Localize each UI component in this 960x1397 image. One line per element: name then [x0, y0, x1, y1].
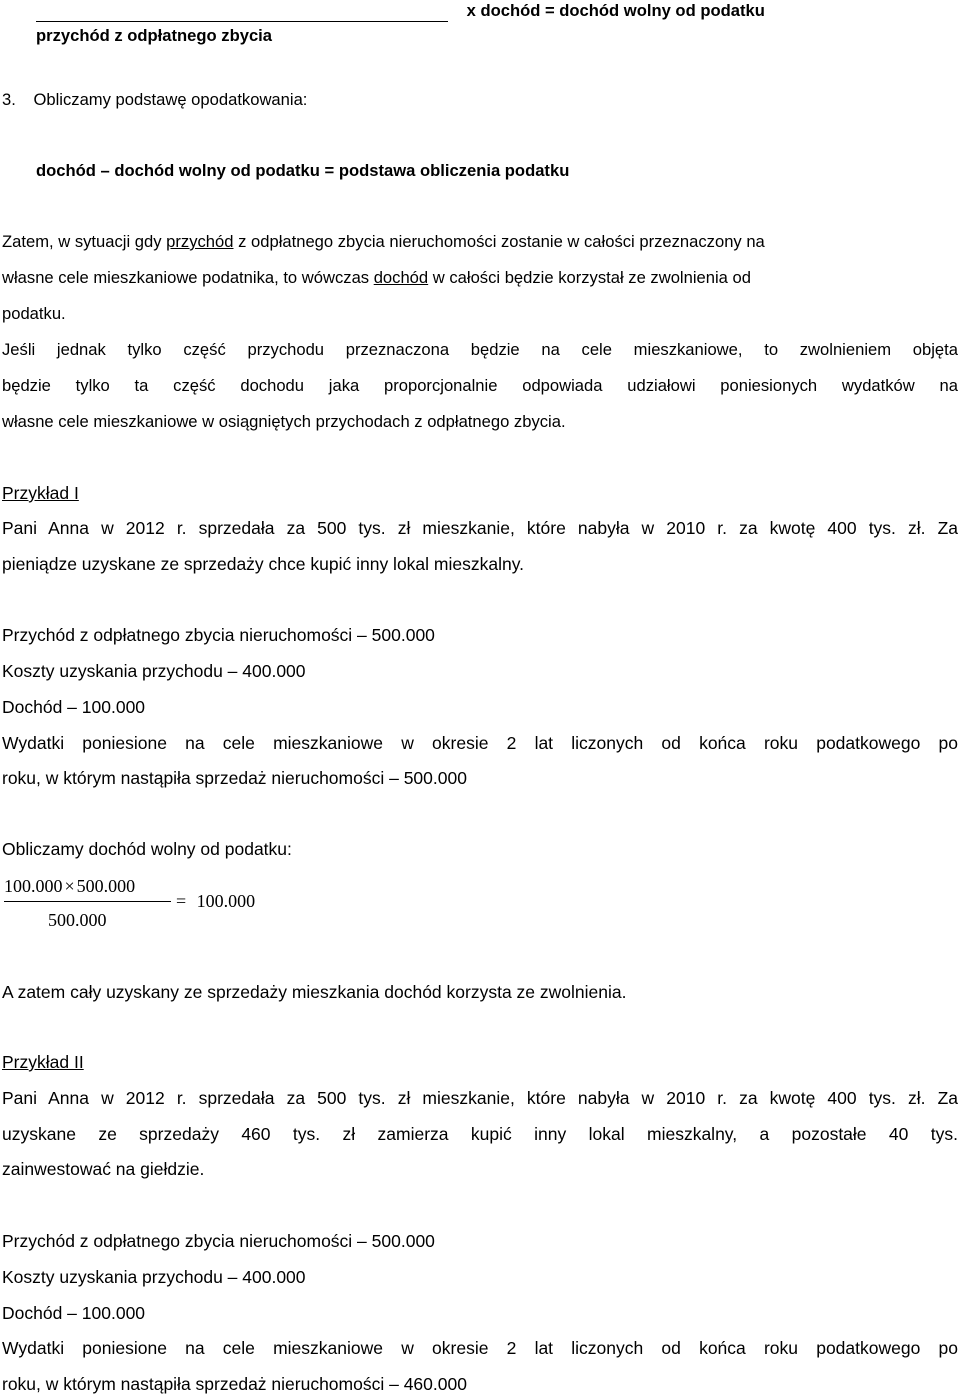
- para1-text: z odpłatnego zbycia nieruchomości zostanie w całości przeznaczony na: [233, 232, 765, 251]
- example1-line1: Pani Anna w 2012 r. sprzedała za 500 tys. zł mieszkanie, które nabyła w 2010 r. za kwotę 400 tys. zł. Za: [2, 518, 958, 538]
- example2-title: Przykład II: [2, 1052, 84, 1072]
- para1-text: Zatem, w sytuacji gdy: [2, 232, 167, 251]
- para1-line2: [2, 267, 958, 289]
- para1-text: w całości będzie korzystał ze zwolnienia od: [428, 268, 751, 287]
- para1-line1: [2, 231, 958, 253]
- example1-calc-label: Obliczamy dochód wolny od podatku:: [2, 839, 292, 859]
- base-formula: dochód – dochód wolny od podatku = podstawa obliczenia podatku: [36, 161, 570, 180]
- example1-conclusion: A zatem cały uzyskany ze sprzedaży mieszkania dochód korzysta ze zwolnienia.: [2, 982, 627, 1002]
- formula-denominator: przychód z odpłatnego zbycia: [36, 26, 273, 45]
- example1-expenses-line2: roku, w którym nastąpiła sprzedaż nieruchomości – 500.000: [2, 768, 467, 788]
- example2-expenses-line1: Wydatki poniesione na cele mieszkaniowe w okresie 2 lat liczonych od końca roku podatkowego po: [2, 1338, 958, 1358]
- dochod-link[interactable]: dochód: [373, 268, 429, 287]
- przychod-link[interactable]: przychód: [166, 232, 234, 251]
- point-3: [2, 89, 958, 111]
- example1-expenses-line1: Wydatki poniesione na cele mieszkaniowe w okresie 2 lat liczonych od końca roku podatkowego po: [2, 733, 958, 753]
- para1-line3: podatku.: [2, 304, 66, 323]
- example2-line2: uzyskane ze sprzedaży 460 tys. zł zamierza kupić inny lokal mieszkalny, a pozostałe 40 tys.: [2, 1124, 958, 1144]
- example1-revenue: Przychód z odpłatnego zbycia nieruchomości – 500.000: [2, 625, 435, 645]
- example2-line3: zainwestować na giełdzie.: [2, 1159, 205, 1179]
- formula-right-text: x dochód = dochód wolny od podatku: [466, 1, 765, 20]
- para2-line1: Jeśli jednak tylko część przychodu przeznaczona będzie na cele mieszkaniowe, to zwolnieniem objęta: [2, 340, 958, 359]
- example1-costs: Koszty uzyskania przychodu – 400.000: [2, 661, 306, 681]
- times-sign: ×: [64, 876, 75, 896]
- fraction-bar: [4, 901, 171, 902]
- example1-income: Dochód – 100.000: [2, 697, 146, 717]
- example2-line1: Pani Anna w 2012 r. sprzedała za 500 tys. zł mieszkanie, które nabyła w 2010 r. za kwotę 400 tys. zł. Za: [2, 1088, 958, 1108]
- example2-income: Dochód – 100.000: [2, 1303, 146, 1323]
- example2-expenses-line2: roku, w którym nastąpiła sprzedaż nieruchomości – 460.000: [2, 1374, 467, 1394]
- fraction-denominator: 500.000: [48, 910, 107, 930]
- example2-revenue: Przychód z odpłatnego zbycia nieruchomości – 500.000: [2, 1231, 435, 1251]
- para2-line3: własne cele mieszkaniowe w osiągniętych przychodach z odpłatnego zbycia.: [2, 412, 566, 431]
- formula-numerator-blank: [36, 5, 448, 22]
- numerator-b: 500.000: [76, 876, 136, 896]
- equals-sign: =: [176, 891, 187, 911]
- point-3-text: Obliczamy podstawę opodatkowania:: [33, 90, 308, 109]
- para2-line2: będzie tylko ta część dochodu jaka proporcjonalnie odpowiada udziałowi poniesionych wydatków na: [2, 376, 958, 395]
- result-value: 100.000: [196, 891, 256, 911]
- example1-title: Przykład I: [2, 483, 79, 503]
- point-3-number: 3.: [2, 90, 16, 109]
- example2-costs: Koszty uzyskania przychodu – 400.000: [2, 1267, 306, 1287]
- formula-top-line: [36, 0, 958, 22]
- numerator-a: 100.000: [4, 876, 63, 896]
- example1-line2: pieniądze uzyskane ze sprzedaży chce kupić inny lokal mieszkalny.: [2, 554, 525, 574]
- para1-text: własne cele mieszkaniowe podatnika, to wówczas: [2, 268, 374, 287]
